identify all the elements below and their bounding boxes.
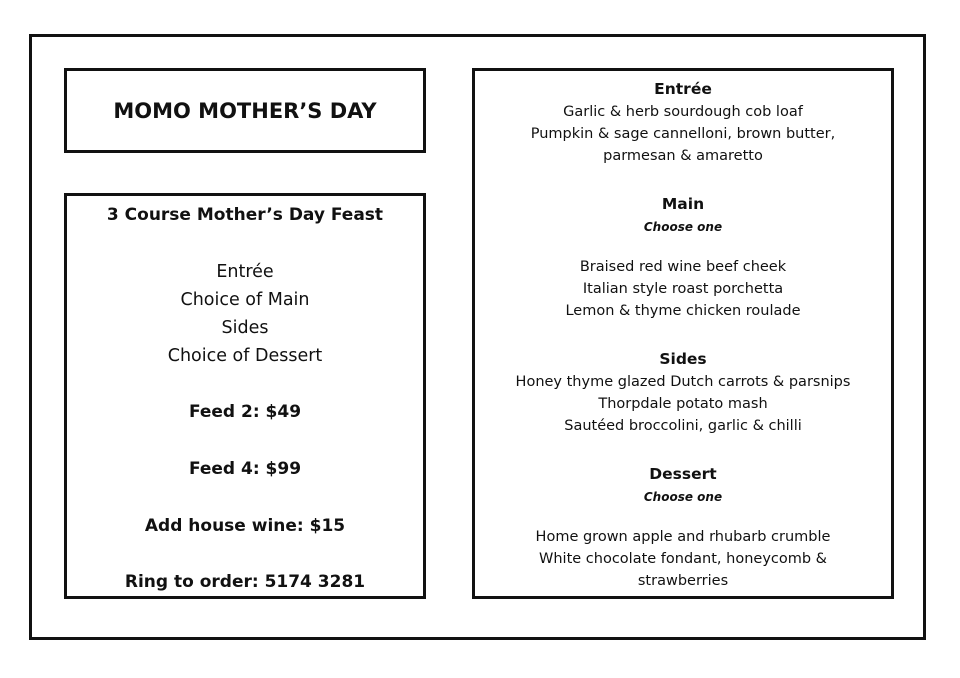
page-title: MOMO MOTHER’S DAY	[113, 98, 377, 123]
price-feed-2: Feed 2: $49	[188, 402, 302, 422]
feast-box	[64, 193, 426, 599]
menu-item: Home grown apple and rhubarb crumble	[535, 529, 831, 545]
price-wine: Add house wine: $15	[144, 516, 346, 536]
course-dessert: Choice of Dessert	[167, 346, 323, 366]
menu-item: strawberries	[637, 573, 729, 589]
feast-heading: 3 Course Mother’s Day Feast	[106, 205, 384, 225]
course-entree: Entrée	[216, 262, 274, 282]
menu-item: Braised red wine beef cheek	[579, 259, 787, 275]
menu-item: Thorpdale potato mash	[598, 396, 768, 412]
main-heading: Main	[661, 195, 705, 213]
dessert-note: Choose one	[643, 490, 723, 504]
entree-heading: Entrée	[654, 80, 712, 98]
title-box	[64, 68, 426, 153]
menu-box	[472, 68, 894, 599]
main-note: Choose one	[643, 220, 723, 234]
menu-item: Honey thyme glazed Dutch carrots & parsnips	[515, 374, 851, 390]
course-sides: Sides	[221, 318, 269, 338]
menu-item: Pumpkin & sage cannelloni, brown butter,	[530, 126, 836, 142]
menu-item: Garlic & herb sourdough cob loaf	[563, 104, 803, 120]
course-main: Choice of Main	[180, 290, 310, 310]
menu-item: Sautéed broccolini, garlic & chilli	[564, 418, 802, 434]
phone-order: Ring to order: 5174 3281	[124, 572, 366, 592]
menu-item: Italian style roast porchetta	[582, 281, 784, 297]
dessert-heading: Dessert	[649, 465, 717, 483]
price-feed-4: Feed 4: $99	[188, 459, 302, 479]
sides-heading: Sides	[659, 350, 707, 368]
menu-item: parmesan & amaretto	[603, 148, 763, 164]
menu-item: Lemon & thyme chicken roulade	[565, 303, 801, 319]
menu-item: White chocolate fondant, honeycomb &	[539, 551, 827, 567]
